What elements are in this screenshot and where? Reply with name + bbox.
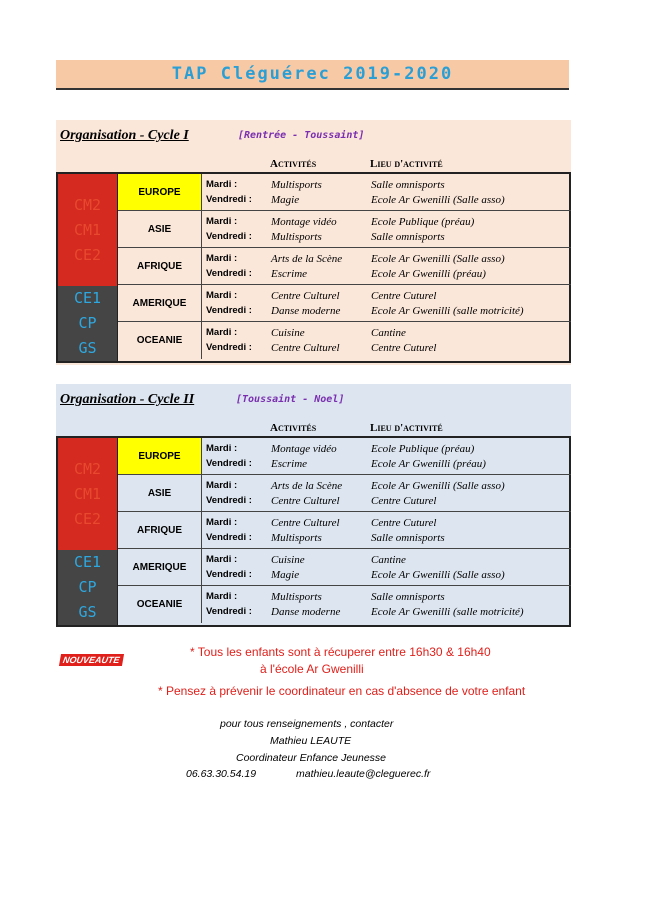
continent-cell: AFRIQUE <box>118 512 202 548</box>
page-title-bar <box>56 60 569 90</box>
levels-lower <box>58 286 118 361</box>
place: Ecole Publique (préau) <box>371 216 475 228</box>
place: Ecole Ar Gwenilli (salle motricité) <box>371 606 524 618</box>
activity: Multisports <box>271 532 322 544</box>
cycle-period: [Toussaint - Noel] <box>236 394 345 405</box>
activity: Montage vidéo <box>271 216 337 228</box>
activities-header: Activités <box>270 422 317 434</box>
activity: Arts de la Scène <box>271 253 343 265</box>
contact-phone: 06.63.30.54.19 <box>186 768 257 780</box>
day-label: Vendredi : <box>206 342 252 353</box>
day-label: Vendredi : <box>206 305 252 316</box>
place-header: Lieu d'activité <box>370 158 443 170</box>
activity: Centre Culturel <box>271 517 340 529</box>
level-label: CE2 <box>73 245 102 264</box>
place-header: Lieu d'activité <box>370 422 443 434</box>
activity: Arts de la Scène <box>271 480 343 492</box>
continent-cell: ASIE <box>118 211 202 247</box>
table-row <box>118 322 571 359</box>
day-label: Vendredi : <box>206 268 252 279</box>
cycle-1-section <box>56 120 571 365</box>
place: Ecole Ar Gwenilli (Salle asso) <box>371 194 505 206</box>
day-label: Mardi : <box>206 216 238 227</box>
table-row <box>118 512 571 549</box>
activity: Escrime <box>271 268 308 280</box>
day-label: Vendredi : <box>206 532 252 543</box>
new-badge: NOUVEAUTE <box>59 654 124 666</box>
level-label: CE1 <box>73 553 102 571</box>
activity: Multisports <box>271 231 322 243</box>
activity: Escrime <box>271 458 308 470</box>
pickup-note: * Tous les enfants sont à récuperer entre 16h30 & 16h40 <box>190 645 491 659</box>
activity: Danse moderne <box>271 606 341 618</box>
activities-header: Activités <box>270 158 317 170</box>
place: Salle omnisports <box>371 179 445 191</box>
activity: Montage vidéo <box>271 443 337 455</box>
contact-intro: pour tous renseignements , contacter <box>220 718 394 730</box>
place: Centre Cuturel <box>371 495 437 507</box>
level-label: CM1 <box>73 220 102 239</box>
continent-cell: AMERIQUE <box>118 285 202 321</box>
place: Salle omnisports <box>371 532 445 544</box>
cycle-2-section <box>56 384 571 626</box>
continent-cell: OCEANIE <box>118 586 202 623</box>
day-label: Mardi : <box>206 554 238 565</box>
levels-upper <box>58 174 118 286</box>
pickup-location: à l'école Ar Gwenilli <box>260 662 364 676</box>
day-label: Mardi : <box>206 443 238 454</box>
place: Centre Cuturel <box>371 517 437 529</box>
activity: Centre Culturel <box>271 342 340 354</box>
day-label: Vendredi : <box>206 495 252 506</box>
activity: Cuisine <box>271 554 305 566</box>
place: Ecole Ar Gwenilli (préau) <box>371 268 486 280</box>
place: Centre Cuturel <box>371 342 437 354</box>
absence-note: * Pensez à prévenir le coordinateur en cas d'absence de votre enfant <box>158 684 526 698</box>
continent-cell: OCEANIE <box>118 322 202 359</box>
place: Ecole Publique (préau) <box>371 443 475 455</box>
day-label: Mardi : <box>206 179 238 190</box>
day-label: Mardi : <box>206 290 238 301</box>
page-title: TAP Cléguérec 2019-2020 <box>171 64 454 84</box>
day-label: Vendredi : <box>206 231 252 242</box>
table-row <box>118 475 571 512</box>
table-row <box>118 248 571 285</box>
activity: Centre Culturel <box>271 495 340 507</box>
table-row <box>118 438 571 475</box>
activity: Danse moderne <box>271 305 341 317</box>
contact-role: Coordinateur Enfance Jeunesse <box>236 752 387 764</box>
activity: Magie <box>271 569 300 581</box>
place: Cantine <box>371 327 406 339</box>
level-label: CM2 <box>73 195 102 214</box>
contact-email[interactable]: mathieu.leaute@cleguerec.fr <box>296 768 431 780</box>
day-label: Mardi : <box>206 517 238 528</box>
cycle-heading: Organisation - Cycle II <box>60 392 195 407</box>
continent-cell: EUROPE <box>118 174 202 210</box>
day-label: Mardi : <box>206 480 238 491</box>
day-label: Mardi : <box>206 327 238 338</box>
schedule-table <box>56 172 571 363</box>
table-row <box>118 174 571 211</box>
table-row <box>118 549 571 586</box>
continent-cell: AFRIQUE <box>118 248 202 284</box>
level-label: GS <box>78 603 97 621</box>
activity: Magie <box>271 194 300 206</box>
level-label: CM2 <box>73 459 102 478</box>
day-label: Vendredi : <box>206 606 252 617</box>
continent-cell: AMERIQUE <box>118 549 202 585</box>
level-label: CP <box>78 314 97 332</box>
table-row <box>118 285 571 322</box>
level-label: CE2 <box>73 509 102 528</box>
place: Ecole Ar Gwenilli (Salle asso) <box>371 569 505 581</box>
place: Salle omnisports <box>371 591 445 603</box>
level-label: CM1 <box>73 484 102 503</box>
table-row <box>118 586 571 623</box>
day-label: Vendredi : <box>206 194 252 205</box>
day-label: Mardi : <box>206 253 238 264</box>
place: Cantine <box>371 554 406 566</box>
cycle-heading: Organisation - Cycle I <box>60 128 189 143</box>
contact-name: Mathieu LEAUTE <box>270 735 352 747</box>
continent-cell: EUROPE <box>118 438 202 474</box>
day-label: Mardi : <box>206 591 238 602</box>
place: Ecole Ar Gwenilli (préau) <box>371 458 486 470</box>
levels-lower <box>58 550 118 625</box>
level-label: GS <box>78 339 97 357</box>
schedule-table <box>56 436 571 627</box>
place: Ecole Ar Gwenilli (salle motricité) <box>371 305 524 317</box>
cycle-period: [Rentrée - Toussaint] <box>238 130 365 141</box>
activity: Centre Culturel <box>271 290 340 302</box>
day-label: Vendredi : <box>206 458 252 469</box>
level-label: CP <box>78 578 97 596</box>
place: Centre Cuturel <box>371 290 437 302</box>
continent-cell: ASIE <box>118 475 202 511</box>
day-label: Vendredi : <box>206 569 252 580</box>
activity: Multisports <box>271 591 322 603</box>
activity: Multisports <box>271 179 322 191</box>
levels-upper <box>58 438 118 550</box>
activity: Cuisine <box>271 327 305 339</box>
place: Ecole Ar Gwenilli (Salle asso) <box>371 253 505 265</box>
place: Ecole Ar Gwenilli (Salle asso) <box>371 480 505 492</box>
table-row <box>118 211 571 248</box>
place: Salle omnisports <box>371 231 445 243</box>
level-label: CE1 <box>73 289 102 307</box>
